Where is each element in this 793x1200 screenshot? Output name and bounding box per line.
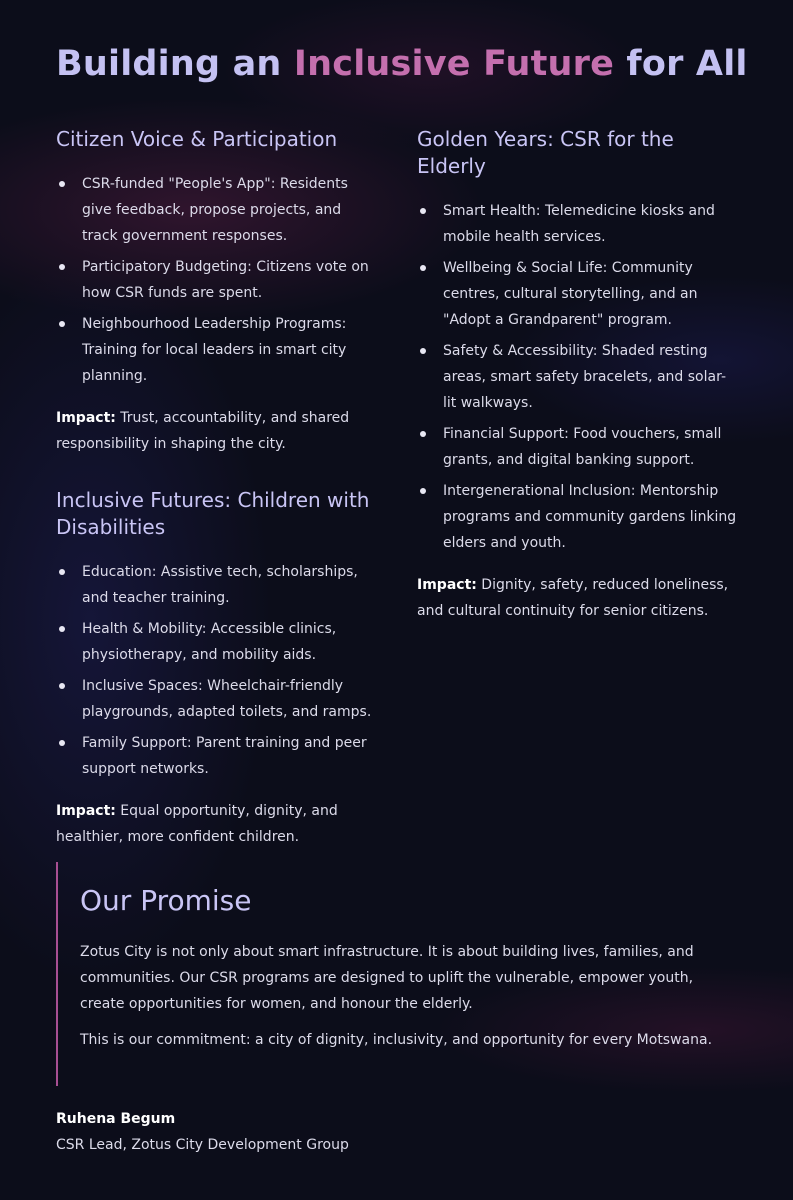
bullet-icon	[59, 181, 65, 187]
list-item-text: Wellbeing & Social Life: Community centres, cultural storytelling, and an "Adopt a Grandparent" program.	[443, 260, 698, 328]
bullet-icon	[420, 208, 426, 214]
section-title: Inclusive Futures: Children with Disabilities	[56, 488, 370, 539]
impact-text: Dignity, safety, reduced loneliness, and cultural continuity for senior citizens.	[417, 577, 729, 619]
bullet-icon	[59, 321, 65, 327]
list-item	[417, 255, 737, 333]
bullet-icon	[59, 683, 65, 689]
bullet-icon	[420, 488, 426, 494]
bullet-icon	[59, 569, 65, 575]
list-item	[56, 730, 376, 782]
list-item	[417, 338, 737, 416]
list-item-text: Health & Mobility: Accessible clinics, physiotherapy, and mobility aids.	[82, 621, 337, 663]
list-item-text: CSR-funded "People's App": Residents give feedback, propose projects, and track government responses.	[82, 176, 348, 244]
right-column	[417, 126, 737, 654]
list-item-text: Education: Assistive tech, scholarships, and teacher training.	[82, 564, 358, 606]
list-item-text: Smart Health: Telemedicine kiosks and mobile health services.	[443, 203, 715, 245]
list-item-text: Financial Support: Food vouchers, small grants, and digital banking support.	[443, 426, 722, 468]
bullet-list	[56, 559, 376, 782]
impact-statement	[417, 572, 737, 624]
list-item	[56, 616, 376, 668]
section-citizen-voice	[56, 126, 376, 457]
impact-statement	[56, 798, 376, 850]
title-pre: Building an	[56, 44, 294, 84]
list-item-text: Intergenerational Inclusion: Mentorship programs and community gardens linking elders and youth.	[443, 483, 737, 551]
list-item-text: Safety & Accessibility: Shaded resting areas, smart safety bracelets, and solar-lit walkways.	[443, 343, 727, 411]
impact-text: Equal opportunity, dignity, and healthier, more confident children.	[56, 803, 338, 845]
impact-label: Impact:	[417, 577, 477, 593]
list-item-text: Neighbourhood Leadership Programs: Training for local leaders in smart city planning.	[82, 316, 347, 384]
bullet-icon	[59, 264, 65, 270]
section-title: Golden Years: CSR for the Elderly	[417, 127, 674, 178]
list-item	[417, 478, 737, 556]
left-column	[56, 126, 376, 880]
section-elderly	[417, 126, 737, 624]
promise-paragraph: Zotus City is not only about smart infrastructure. It is about building lives, families, and communities. Our CSR programs are designed to uplift the vulnerable, empower youth, create opportunities for women, and honour the elderly.	[80, 944, 694, 1012]
list-item-text: Participatory Budgeting: Citizens vote on how CSR funds are spent.	[82, 259, 369, 301]
bullet-icon	[59, 626, 65, 632]
signatory-name: Ruhena Begum	[56, 1111, 176, 1127]
list-item-text: Family Support: Parent training and peer support networks.	[82, 735, 367, 777]
list-item	[56, 559, 376, 611]
signatory-role: CSR Lead, Zotus City Development Group	[56, 1137, 349, 1153]
bullet-icon	[420, 431, 426, 437]
list-item	[56, 254, 376, 306]
impact-label: Impact:	[56, 410, 116, 426]
section-children-disabilities	[56, 487, 376, 850]
list-item	[417, 198, 737, 250]
signature-block	[56, 1106, 349, 1158]
promise-title: Our Promise	[80, 884, 252, 917]
section-title: Citizen Voice & Participation	[56, 127, 338, 151]
list-item-text: Inclusive Spaces: Wheelchair-friendly playgrounds, adapted toilets, and ramps.	[82, 678, 372, 720]
list-item	[417, 421, 737, 473]
bullet-icon	[420, 265, 426, 271]
impact-statement	[56, 405, 376, 457]
promise-callout	[56, 862, 736, 1086]
bullet-icon	[420, 348, 426, 354]
list-item	[56, 311, 376, 389]
list-item	[56, 673, 376, 725]
page-title	[56, 44, 748, 84]
title-post: for All	[614, 44, 748, 84]
bullet-list	[417, 198, 737, 556]
impact-text: Trust, accountability, and shared responsibility in shaping the city.	[56, 410, 350, 452]
bullet-icon	[59, 740, 65, 746]
title-accent: Inclusive Future	[293, 44, 615, 84]
bullet-list	[56, 171, 376, 389]
promise-paragraph: This is our commitment: a city of dignity, inclusivity, and opportunity for every Motswana.	[80, 1032, 713, 1048]
list-item	[56, 171, 376, 249]
impact-label: Impact:	[56, 803, 116, 819]
